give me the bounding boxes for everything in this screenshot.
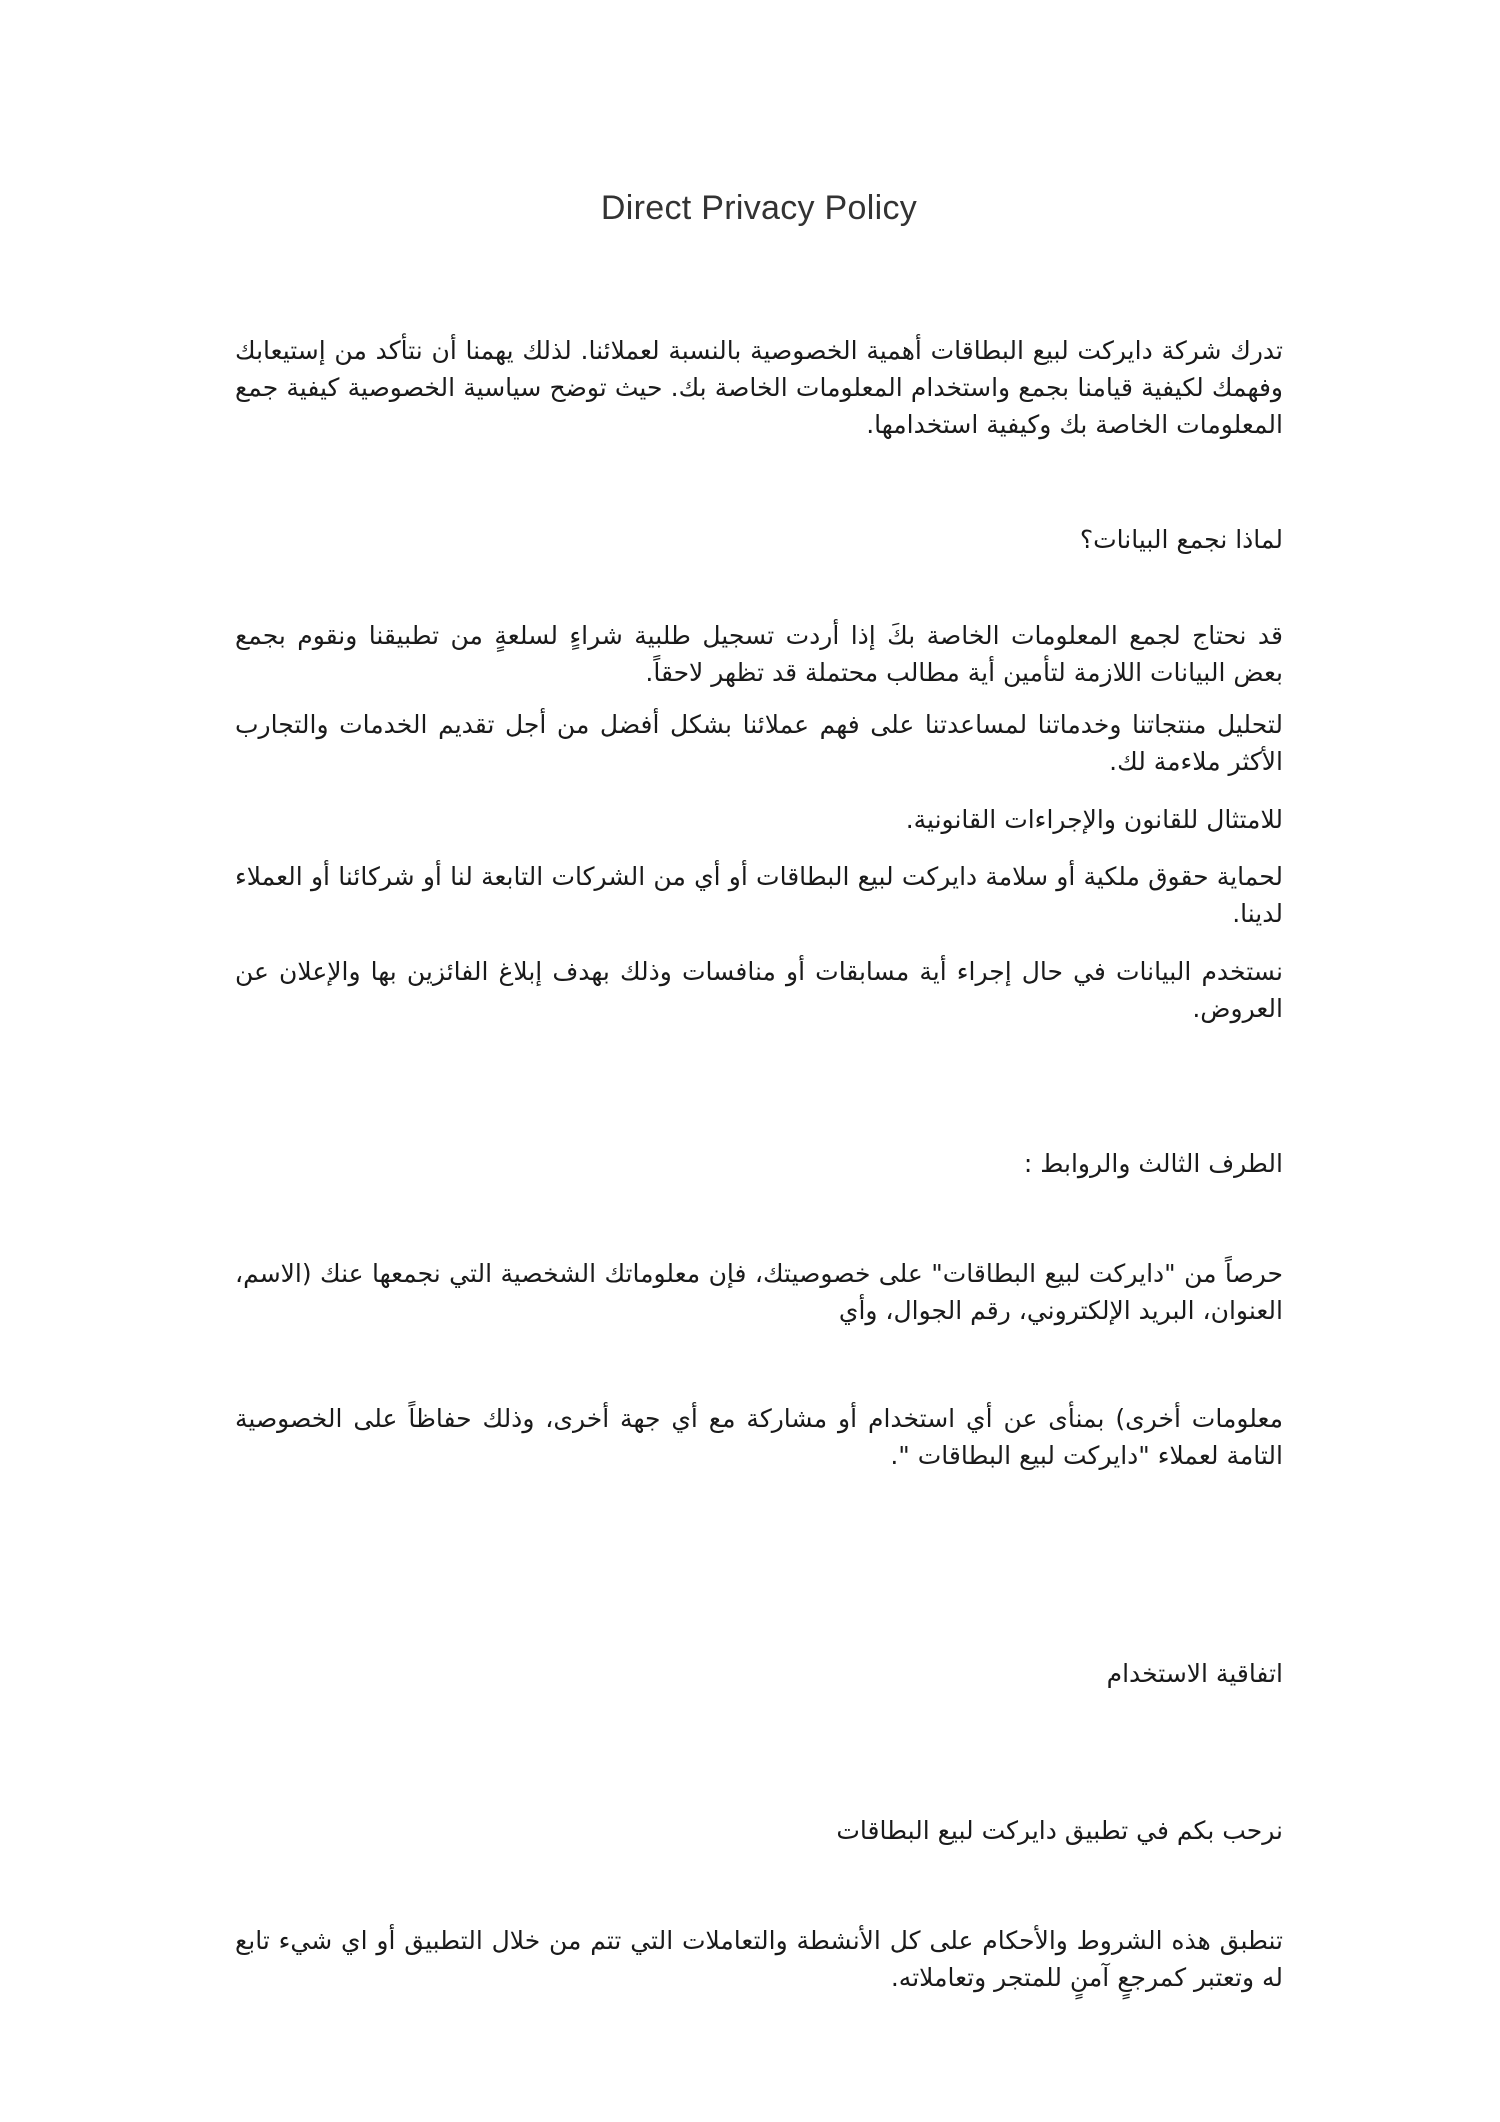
paragraph-personal-info-1: حرصاً من "دايركت لبيع البطاقات" على خصوصيتك، فإن معلوماتك الشخصية التي نجمعها عنك (الاسم، العنوان، البريد الإلكتروني، رقم الجوال، وأي: [235, 1259, 1283, 1325]
paragraph-terms-scope: تنطبق هذه الشروط والأحكام على كل الأنشطة والتعاملات التي تتم من خلال التطبيق أو اي شيء تابع له وتعتبر كمرجعٍ آمنٍ للمتجر وتعاملاته.: [235, 1926, 1283, 1992]
paragraph-intro: تدرك شركة دايركت لبيع البطاقات أهمية الخصوصية بالنسبة لعملائنا. لذلك يهمنا أن نتأكد من إستيعابك وفهمك لكيفية قيامنا بجمع واستخدام المعلومات الخاصة بك. حيث توضح سياسية الخصوصية كيفية جمع المعلومات الخاصة بك وكيفية استخدامها.: [235, 336, 1283, 439]
paragraph-collection-need: قد نحتاج لجمع المعلومات الخاصة بكَ إذا أردت تسجيل طلبية شراءٍ لسلعةٍ من تطبيقنا ونقوم بجمع بعض البيانات اللازمة لتأمين أية مطالب محتملة قد تظهر لاحقاً.: [235, 621, 1283, 687]
paragraph-contests-data-use: نستخدم البيانات في حال إجراء أية مسابقات أو منافسات وذلك بهدف إبلاغ الفائزين بها والإعلان عن العروض.: [235, 957, 1283, 1023]
heading-usage-agreement: اتفاقية الاستخدام: [1106, 1659, 1283, 1688]
paragraph-legal-compliance: للامتثال للقانون والإجراءات القانونية.: [905, 805, 1283, 834]
paragraph-protect-rights: لحماية حقوق ملكية أو سلامة دايركت لبيع البطاقات أو أي من الشركات التابعة لنا أو شركائنا أو العملاء لدينا.: [235, 862, 1283, 928]
paragraph-analyze-products: لتحليل منتجاتنا وخدماتنا لمساعدتنا على فهم عملائنا بشكل أفضل من أجل تقديم الخدمات والتجارب الأكثر ملاءمة لك.: [235, 710, 1283, 776]
heading-why-we-collect-data: لماذا نجمع البيانات؟: [1079, 525, 1283, 554]
heading-third-party-links: الطرف الثالث والروابط :: [1023, 1149, 1283, 1178]
document-title: Direct Privacy Policy: [600, 189, 918, 227]
paragraph-welcome: نرحب بكم في تطبيق دايركت لبيع البطاقات: [836, 1816, 1283, 1845]
paragraph-personal-info-2: معلومات أخرى) بمنأى عن أي استخدام أو مشاركة مع أي جهة أخرى، وذلك حفاظاً على الخصوصية التامة لعملاء "دايركت لبيع البطاقات ".: [235, 1404, 1283, 1470]
